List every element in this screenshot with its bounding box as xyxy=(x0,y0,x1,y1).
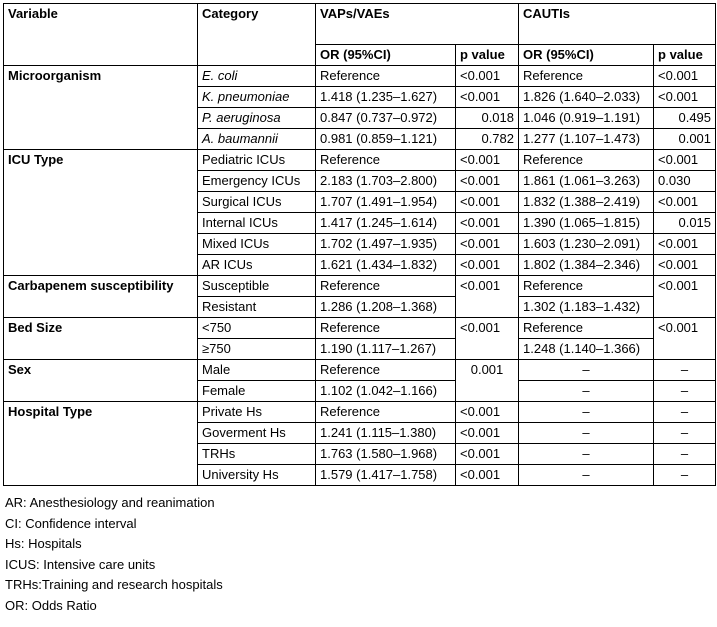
or-vaps-cell: 1.763 (1.580–1.968) xyxy=(316,444,456,465)
table-row xyxy=(4,276,716,297)
or-vaps-cell: Reference xyxy=(316,66,456,87)
p-vaps-cell: 0.001 xyxy=(456,360,519,402)
or-cautis-cell: 1.826 (1.640–2.033) xyxy=(519,87,654,108)
category-cell: P. aeruginosa xyxy=(198,108,316,129)
group-label-sex: Sex xyxy=(4,360,198,402)
group-label-hospital-type: Hospital Type xyxy=(4,402,198,486)
or-cautis-cell: 1.248 (1.140–1.366) xyxy=(519,339,654,360)
p-vaps-cell: <0.001 xyxy=(456,66,519,87)
group-label-carbapenem: Carbapenem susceptibility xyxy=(4,276,198,318)
footnote: TRHs:Training and research hospitals xyxy=(5,577,223,592)
category-cell: TRHs xyxy=(198,444,316,465)
or-cautis-cell: 1.277 (1.107–1.473) xyxy=(519,129,654,150)
p-vaps-cell: <0.001 xyxy=(456,318,519,360)
p-cautis-cell: 0.015 xyxy=(654,213,716,234)
p-vaps-cell: <0.001 xyxy=(456,87,519,108)
p-vaps-cell: 0.782 xyxy=(456,129,519,150)
or-vaps-cell: 1.579 (1.417–1.758) xyxy=(316,465,456,486)
or-vaps-cell: 1.621 (1.434–1.832) xyxy=(316,255,456,276)
footnote: OR: Odds Ratio xyxy=(5,597,97,613)
group-label-icu-type: ICU Type xyxy=(4,150,198,276)
or-vaps-cell: Reference xyxy=(316,150,456,171)
or-vaps-cell: 1.417 (1.245–1.614) xyxy=(316,213,456,234)
or-cautis-cell: – xyxy=(519,402,654,423)
p-cautis-cell: 0.030 xyxy=(654,171,716,192)
footnote: AR: Anesthesiology and reanimation xyxy=(5,495,215,510)
or-vaps-cell: Reference xyxy=(316,276,456,297)
or-vaps-cell: Reference xyxy=(316,318,456,339)
category-cell: A. baumannii xyxy=(198,129,316,150)
or-cautis-cell: – xyxy=(519,444,654,465)
or-vaps-cell: 1.418 (1.235–1.627) xyxy=(316,87,456,108)
page xyxy=(3,3,717,618)
or-vaps-cell: 1.707 (1.491–1.954) xyxy=(316,192,456,213)
category-cell: Emergency ICUs xyxy=(198,171,316,192)
p-cautis-cell: <0.001 xyxy=(654,192,716,213)
table-row xyxy=(4,150,716,171)
p-vaps-cell: 0.018 xyxy=(456,108,519,129)
or-cautis-cell: 1.302 (1.183–1.432) xyxy=(519,297,654,318)
p-cautis-cell: <0.001 xyxy=(654,234,716,255)
table-row xyxy=(4,66,716,87)
p-vaps-cell: <0.001 xyxy=(456,171,519,192)
or-cautis-cell: Reference xyxy=(519,66,654,87)
or-vaps-cell: 1.102 (1.042–1.166) xyxy=(316,381,456,402)
p-vaps-cell: <0.001 xyxy=(456,192,519,213)
p-cautis-cell: – xyxy=(654,444,716,465)
category-cell: E. coli xyxy=(198,66,316,87)
category-cell: Male xyxy=(198,360,316,381)
p-vaps-cell: <0.001 xyxy=(456,255,519,276)
category-cell: Resistant xyxy=(198,297,316,318)
p-cautis-cell: – xyxy=(654,360,716,381)
or-vaps-cell: 1.241 (1.115–1.380) xyxy=(316,423,456,444)
category-cell: Internal ICUs xyxy=(198,213,316,234)
or-cautis-cell: 1.603 (1.230–2.091) xyxy=(519,234,654,255)
category-cell: Susceptible xyxy=(198,276,316,297)
p-vaps-cell: <0.001 xyxy=(456,213,519,234)
p-vaps-cell: <0.001 xyxy=(456,423,519,444)
footnote: CI: Confidence interval xyxy=(5,515,137,531)
or-vaps-cell: 0.981 (0.859–1.121) xyxy=(316,129,456,150)
or-vaps-cell: 1.190 (1.117–1.267) xyxy=(316,339,456,360)
header-cautis: CAUTIs xyxy=(519,4,716,45)
category-cell: Pediatric ICUs xyxy=(198,150,316,171)
header-p-cautis: p value xyxy=(654,45,716,66)
p-cautis-cell: 0.495 xyxy=(654,108,716,129)
p-vaps-cell: <0.001 xyxy=(456,444,519,465)
p-cautis-cell: – xyxy=(654,381,716,402)
p-cautis-cell: 0.001 xyxy=(654,129,716,150)
or-cautis-cell: Reference xyxy=(519,276,654,297)
p-vaps-cell: <0.001 xyxy=(456,402,519,423)
table-row xyxy=(4,402,716,423)
odds-ratio-table xyxy=(3,3,716,486)
category-cell: ≥750 xyxy=(198,339,316,360)
category-cell: Surgical ICUs xyxy=(198,192,316,213)
footnote: Hs: Hospitals xyxy=(5,536,82,551)
or-vaps-cell: 1.286 (1.208–1.368) xyxy=(316,297,456,318)
or-cautis-cell: – xyxy=(519,423,654,444)
category-cell: University Hs xyxy=(198,465,316,486)
or-vaps-cell: Reference xyxy=(316,402,456,423)
p-cautis-cell: <0.001 xyxy=(654,87,716,108)
or-cautis-cell: 1.046 (0.919–1.191) xyxy=(519,108,654,129)
table-row xyxy=(4,360,716,381)
category-cell: AR ICUs xyxy=(198,255,316,276)
or-cautis-cell: – xyxy=(519,381,654,402)
footnote: ICUS: Intensive care units xyxy=(5,556,156,572)
category-cell: Private Hs xyxy=(198,402,316,423)
p-cautis-cell: – xyxy=(654,465,716,486)
p-cautis-cell: <0.001 xyxy=(654,66,716,87)
or-cautis-cell: 1.390 (1.065–1.815) xyxy=(519,213,654,234)
group-label-microorganism: Microorganism xyxy=(4,66,198,150)
header-or-vaps: OR (95%CI) xyxy=(316,45,456,66)
header-or-cautis: OR (95%CI) xyxy=(519,45,654,66)
or-cautis-cell: – xyxy=(519,360,654,381)
p-cautis-cell: <0.001 xyxy=(654,150,716,171)
p-cautis-cell: <0.001 xyxy=(654,318,716,360)
p-cautis-cell: – xyxy=(654,423,716,444)
header-p-vaps: p value xyxy=(456,45,519,66)
p-vaps-cell: <0.001 xyxy=(456,150,519,171)
or-cautis-cell: 1.802 (1.384–2.346) xyxy=(519,255,654,276)
table-row xyxy=(4,318,716,339)
p-cautis-cell: <0.001 xyxy=(654,255,716,276)
or-cautis-cell: Reference xyxy=(519,318,654,339)
category-cell: Mixed ICUs xyxy=(198,234,316,255)
p-vaps-cell: <0.001 xyxy=(456,276,519,318)
category-cell: <750 xyxy=(198,318,316,339)
or-cautis-cell: – xyxy=(519,465,654,486)
category-cell: Female xyxy=(198,381,316,402)
or-cautis-cell: Reference xyxy=(519,150,654,171)
p-cautis-cell: <0.001 xyxy=(654,276,716,318)
header-vaps-vaes: VAPs/VAEs xyxy=(316,4,519,45)
group-label-bed-size: Bed Size xyxy=(4,318,198,360)
p-cautis-cell: – xyxy=(654,402,716,423)
or-vaps-cell: 1.702 (1.497–1.935) xyxy=(316,234,456,255)
or-vaps-cell: Reference xyxy=(316,360,456,381)
or-cautis-cell: 1.832 (1.388–2.419) xyxy=(519,192,654,213)
p-vaps-cell: <0.001 xyxy=(456,465,519,486)
category-cell: K. pneumoniae xyxy=(198,87,316,108)
p-vaps-cell: <0.001 xyxy=(456,234,519,255)
header-variable: Variable xyxy=(4,4,198,66)
footnotes xyxy=(3,495,717,618)
or-vaps-cell: 2.183 (1.703–2.800) xyxy=(316,171,456,192)
category-cell: Goverment Hs xyxy=(198,423,316,444)
or-vaps-cell: 0.847 (0.737–0.972) xyxy=(316,108,456,129)
or-cautis-cell: 1.861 (1.061–3.263) xyxy=(519,171,654,192)
header-row-1 xyxy=(4,4,716,45)
header-category: Category xyxy=(198,4,316,66)
